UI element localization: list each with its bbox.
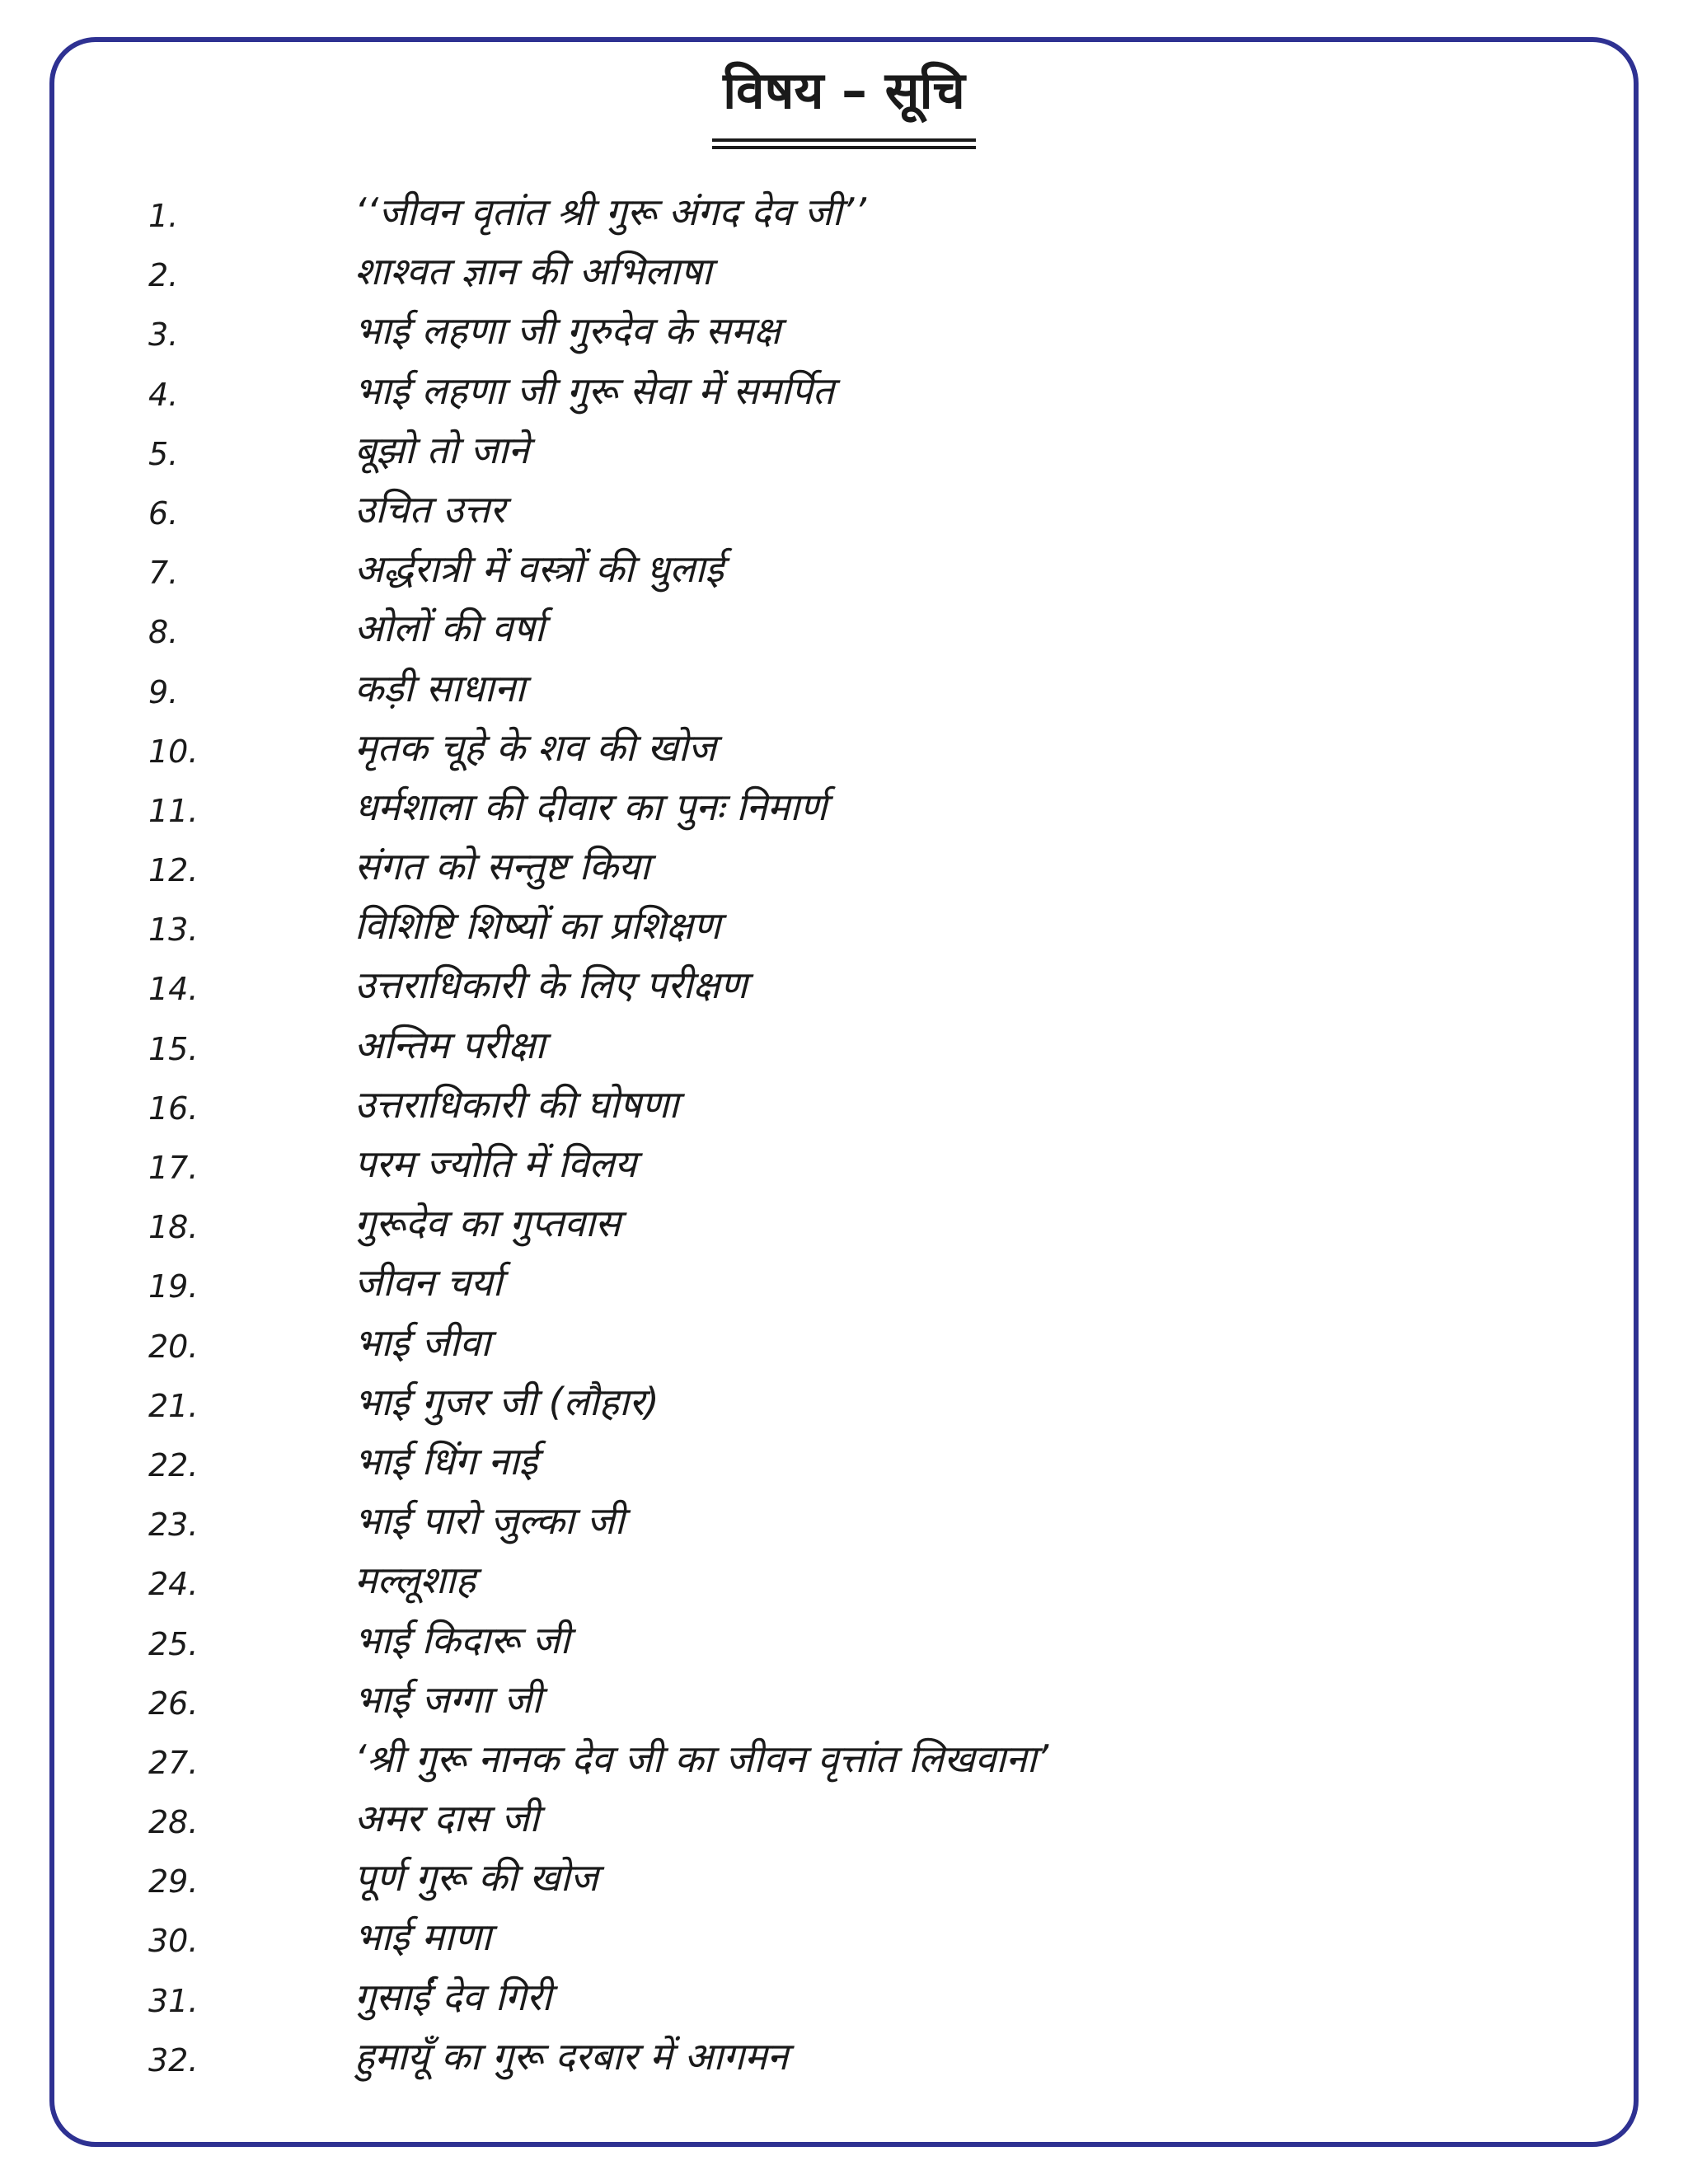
toc-entry-number: 16.	[148, 1090, 199, 1127]
toc-entry-number: 14.	[148, 971, 199, 1008]
toc-entry-number: 23.	[148, 1507, 199, 1544]
toc-entry-title: भाई जग्गा जी	[354, 1676, 542, 1722]
toc-entry-number: 1.	[148, 198, 179, 234]
toc-entry	[0, 722, 1688, 781]
page-title: विषय – सूचि	[723, 60, 965, 120]
toc-entry	[0, 1079, 1688, 1138]
toc-entry-title: संगत को सन्तुष्ट किया	[354, 844, 650, 889]
toc-entry-title: विशिष्टि शिष्यों का प्रशिक्षण	[354, 903, 721, 949]
toc-entry	[0, 1197, 1688, 1257]
toc-entry-title: मृतक चूहे के शव की खोज	[354, 724, 716, 770]
toc-entry-title: भाई गुजर जी (लौहार)	[354, 1379, 659, 1424]
toc-entry-title: भाई माणा	[354, 1915, 492, 1960]
toc-entry-title: गुरूदेव का गुप्तवास	[354, 1201, 621, 1246]
toc-entry-title: जीवन चर्या	[354, 1260, 503, 1305]
toc-entry	[0, 543, 1688, 602]
toc-entry	[0, 1436, 1688, 1495]
toc-entry-title: भाई किदारू जी	[354, 1617, 570, 1662]
title-double-underline	[712, 138, 976, 149]
toc-entry	[0, 1674, 1688, 1733]
toc-entry	[0, 2031, 1688, 2090]
toc-entry-number: 31.	[148, 1982, 199, 2019]
toc-entry-number: 32.	[148, 2041, 199, 2079]
toc-entry	[0, 1138, 1688, 1197]
toc-entry	[0, 1376, 1688, 1436]
toc-entry-title: भाई लहणा जी गुरुदेव के समक्ष	[354, 308, 781, 354]
toc-entry-title: शाश्वत ज्ञान की अभिलाषा	[354, 249, 712, 294]
toc-entry-title: ‘श्री गुरू नानक देव जी का जीवन वृत्तांत लिखवाना’	[354, 1736, 1049, 1781]
toc-entry-number: 11.	[148, 792, 199, 829]
toc-entry-title: कड़ी साधाना	[354, 665, 526, 710]
toc-entry-number: 4.	[148, 376, 179, 413]
toc-entry-number: 9.	[148, 673, 179, 710]
toc-entry-number: 12.	[148, 852, 199, 889]
toc-entry-number: 28.	[148, 1804, 199, 1841]
toc-entry-number: 20.	[148, 1328, 199, 1365]
toc-entry	[0, 1019, 1688, 1079]
toc-entry	[0, 1317, 1688, 1376]
toc-entry	[0, 484, 1688, 543]
toc-entry-number: 13.	[148, 912, 199, 949]
toc-entry-number: 22.	[148, 1446, 199, 1483]
toc-entry-title: परम ज्योति में विलय	[354, 1141, 637, 1186]
toc-entry	[0, 305, 1688, 364]
toc-entry-title: भाई धिंग नाई	[354, 1438, 538, 1483]
toc-entry	[0, 1793, 1688, 1852]
toc-entry-number: 30.	[148, 1923, 199, 1960]
toc-entry-title: मल्लूशाह	[354, 1558, 476, 1603]
table-of-contents	[0, 186, 1688, 2090]
toc-entry	[0, 1911, 1688, 1971]
toc-entry	[0, 1852, 1688, 1911]
toc-entry-number: 15.	[148, 1030, 199, 1067]
toc-entry-number: 26.	[148, 1685, 199, 1722]
toc-entry	[0, 900, 1688, 959]
toc-entry	[0, 1615, 1688, 1674]
toc-entry-title: गुसाईं देव गिरी	[354, 1974, 552, 2019]
toc-entry-title: ओलों की वर्षा	[354, 606, 545, 651]
toc-entry	[0, 365, 1688, 424]
toc-entry	[0, 186, 1688, 246]
toc-entry-title: उचित उत्तर	[354, 486, 505, 532]
toc-entry	[0, 959, 1688, 1019]
toc-entry	[0, 1495, 1688, 1554]
toc-entry-number: 17.	[148, 1150, 199, 1186]
toc-entry	[0, 1554, 1688, 1614]
toc-entry	[0, 424, 1688, 484]
toc-entry	[0, 246, 1688, 305]
toc-entry	[0, 1733, 1688, 1793]
toc-entry-number: 21.	[148, 1387, 199, 1424]
toc-entry-title: भाई पारो जुल्का जी	[354, 1498, 625, 1544]
toc-entry-number: 6.	[148, 494, 179, 532]
toc-entry	[0, 602, 1688, 662]
toc-entry-title: पूर्ण गुरू की खोज	[354, 1855, 598, 1900]
toc-entry-title: धर्मशाला की दीवार का पुनः निमार्ण	[354, 784, 828, 829]
toc-entry-title: भाई जीवा	[354, 1319, 490, 1365]
toc-entry-number: 29.	[148, 1863, 199, 1900]
toc-entry-number: 19.	[148, 1268, 199, 1305]
toc-entry	[0, 841, 1688, 900]
toc-entry-title: उत्तराधिकारी की घोषणा	[354, 1081, 679, 1127]
toc-entry-number: 25.	[148, 1625, 199, 1662]
toc-entry	[0, 1257, 1688, 1316]
toc-entry-title: अन्तिम परीक्षा	[354, 1022, 546, 1067]
toc-entry-number: 24.	[148, 1566, 199, 1603]
toc-entry-number: 3.	[148, 316, 179, 354]
toc-entry-number: 8.	[148, 614, 179, 651]
toc-entry-number: 27.	[148, 1744, 199, 1781]
toc-entry-title: हुमायूँ का गुरू दरबार में आगमन	[354, 2033, 789, 2079]
toc-entry	[0, 781, 1688, 841]
toc-entry	[0, 1971, 1688, 2031]
toc-entry-number: 7.	[148, 555, 179, 592]
toc-entry-number: 2.	[148, 257, 179, 294]
toc-entry-title: बूझो तो जाने	[354, 427, 529, 472]
toc-entry-number: 10.	[148, 733, 199, 770]
toc-entry-title: भाई लहणा जी गुरू सेवा में समर्पित	[354, 368, 835, 413]
toc-entry-title: उत्तराधिकारी के लिए परीक्षण	[354, 963, 748, 1008]
toc-entry-number: 18.	[148, 1209, 199, 1246]
toc-entry-title: ‘‘जीवन वृतांत श्री गुरू अंगद देव जी’’	[354, 190, 866, 234]
toc-entry-number: 5.	[148, 435, 179, 472]
toc-entry	[0, 663, 1688, 722]
toc-entry-title: अर्द्धरात्री में वस्त्रों की धुलाई	[354, 546, 724, 592]
toc-entry-title: अमर दास जी	[354, 1796, 540, 1841]
